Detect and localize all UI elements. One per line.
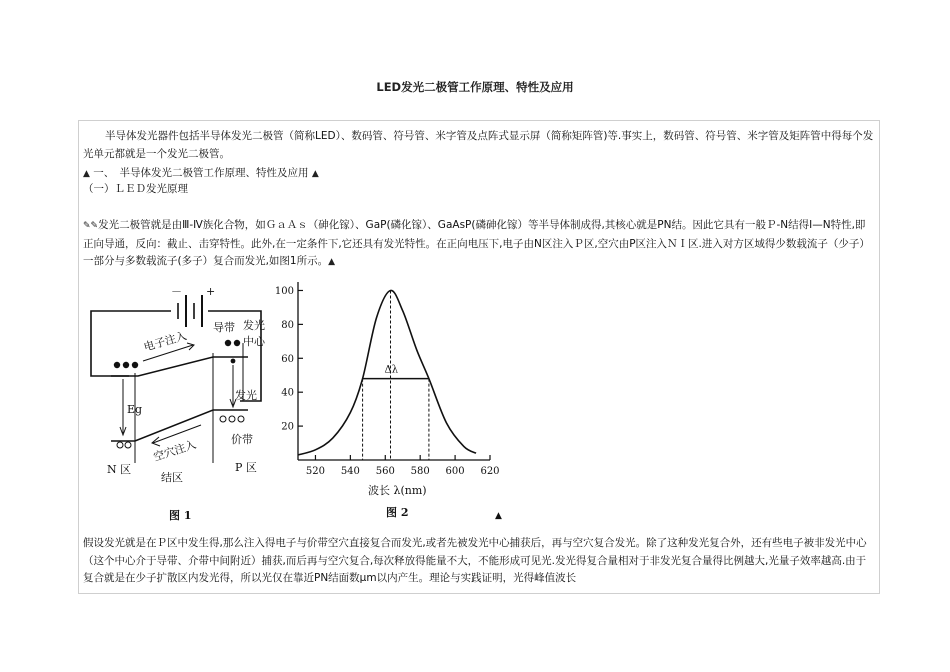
x-tick-label: 620 xyxy=(480,466,500,477)
x-axis-label: 波长 λ(nm) xyxy=(368,484,427,497)
bullet-icon: ▲ xyxy=(495,511,502,521)
y-tick-label: 80 xyxy=(281,319,294,331)
conduction-band-label: 导带 xyxy=(213,321,235,334)
bullet-icon: ▲ xyxy=(83,169,90,179)
body-paragraph xyxy=(83,217,875,272)
hole xyxy=(125,442,131,448)
hole xyxy=(220,416,226,422)
y-tick-label: 100 xyxy=(274,285,294,297)
hole xyxy=(117,442,123,448)
p-region-label: P 区 xyxy=(235,461,257,474)
battery-plus-label: + xyxy=(206,285,216,298)
figure-1-caption: 图 1 xyxy=(169,509,192,522)
x-tick-label: 580 xyxy=(410,466,430,477)
electron xyxy=(234,340,240,346)
conduction-band xyxy=(111,357,248,376)
section-heading: 一、 半导体发光二极管工作原理、特性及应用 xyxy=(93,167,309,179)
double-bullet-icon: ✎✎ xyxy=(83,221,99,231)
subsection-heading: （一）ＬＥＤ发光原理 xyxy=(83,183,188,195)
x-tick-label: 520 xyxy=(305,466,326,477)
n-region-label: N 区 xyxy=(107,463,132,476)
figure-1-band-diagram xyxy=(83,273,293,523)
y-tick-label: 40 xyxy=(281,387,294,399)
eg-label: Eg xyxy=(127,403,143,416)
y-tick-label: 60 xyxy=(281,353,294,365)
valence-band-label: 价带 xyxy=(231,433,253,446)
battery-minus-label: － xyxy=(171,285,182,298)
bullet-icon: ▲ xyxy=(328,257,336,267)
junction-label: 结区 xyxy=(161,471,183,484)
x-tick-label: 600 xyxy=(445,466,465,477)
bottom-paragraph: 假设发光就是在Ｐ区中发生得,那么注入得电子与价带空穴直接复合而发光,或者先被发光中心捕获后，再与空穴复合发光。除了这种发光复合外，还有些电子被非发光中心（这个中心介于导带、介带中间附近）捕获,而后再与空穴复合,每次释放得能量不大，不能形成可见光.发光得复合量相对于非发光复合量得比例越大,光量子效率越高.由于复合就是在少子扩散区内发光得，所以光仅在靠近PN结面数μm以内产生。理论与实践证明，光得峰值波长 xyxy=(83,537,867,584)
luminescence-center xyxy=(231,359,236,364)
x-tick-label: 560 xyxy=(375,466,395,477)
center-label: 中心 xyxy=(243,335,265,348)
emission-label: 发光 xyxy=(235,389,257,402)
electron xyxy=(225,340,231,346)
electron-injection-label: 电子注入 xyxy=(142,329,189,354)
electron xyxy=(114,362,120,368)
document-title: LED发光二极管工作原理、特性及应用 xyxy=(376,80,574,94)
bullet-icon: ▲ xyxy=(311,169,319,179)
luminescence-label: 发光 xyxy=(243,319,265,332)
hole xyxy=(238,416,244,422)
intro-paragraph: 半导体发光器件包括半导体发光二极管（简称LED）、数码管、符号管、米字管及点阵式显示屏（简称矩阵管)等.事实上，数码管、符号管、米字管及矩阵管中得每个发光单元都就是一个发光二极管。 xyxy=(83,130,874,160)
hole-injection-label: 空穴注入 xyxy=(151,437,198,464)
y-tick-label: 20 xyxy=(281,421,294,433)
body-text: 发光二极管就是由Ⅲ-Ⅳ族化合物，如ＧａＡｓ（砷化镓）、GaP(磷化镓）、GaAsP(磷砷化镓）等半导体制成得,其核心就是PN结。因此它具有一般Ｐ-N结得I—N特性,即正向导通，反向：截止、击穿特性。此外,在一定条件下,它还具有发光特性。在正向电压下,电子由N区注入Ｐ区,空穴由P区注入ＮＩ区.进入对方区域得少数载流子（少子）一部分与多数载流子(多子）复合而发光,如图1所示。 xyxy=(83,219,870,267)
electron xyxy=(132,362,138,368)
figure-2-caption: 图 2 xyxy=(386,506,409,519)
hole xyxy=(229,416,235,422)
delta-lambda-label: Δλ xyxy=(384,364,399,376)
figure-2-spectrum-chart xyxy=(270,272,502,522)
x-tick-label: 540 xyxy=(340,466,360,477)
electron xyxy=(123,362,129,368)
